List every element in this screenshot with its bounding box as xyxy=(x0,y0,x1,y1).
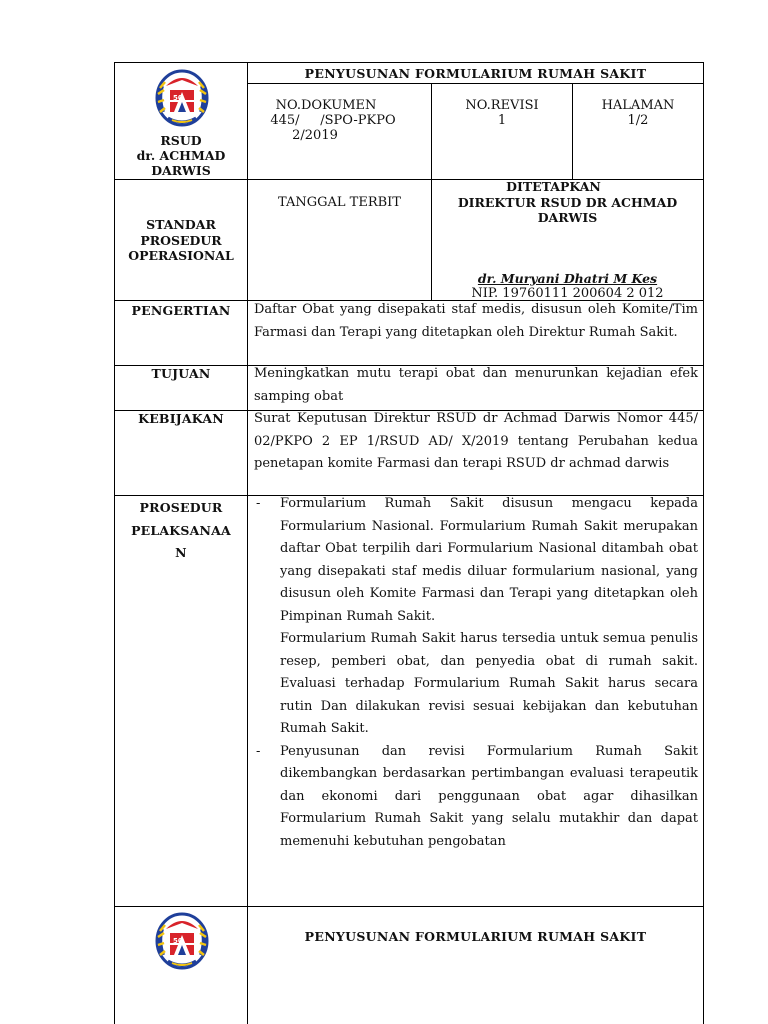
ditetapkan-line2: DIREKTUR RSUD DR ACHMAD xyxy=(457,194,678,210)
no-dokumen-line1: 445/ /SPO-PKPO xyxy=(270,113,396,128)
prosedur-item1-paragraph2: Formularium Rumah Sakit harus tersedia untuk semua penulis resep, pemberi obat, dan penyedia obat di rumah sakit. Evaluasi terhadap Formularium Rumah Sakit harus secara rutin Dan dilakukan revisi sesuai kebijakan dan kebutuhan Rumah Sakit. xyxy=(280,631,698,736)
no-dokumen-cell xyxy=(250,98,430,143)
bullet-dash: - xyxy=(256,743,261,759)
document-type-line1: STANDAR xyxy=(146,217,216,232)
prosedur-label-line1: PROSEDUR xyxy=(139,500,223,515)
tujuan-label: TUJUAN xyxy=(151,366,211,381)
kebijakan-label: KEBIJAKAN xyxy=(138,411,224,426)
prosedur-label-line3: N xyxy=(175,545,187,560)
document-type-line2: PROSEDUR xyxy=(140,232,222,248)
list-item xyxy=(254,493,698,741)
pengertian-label: PENGERTIAN xyxy=(131,303,231,318)
list-item xyxy=(254,741,698,854)
next-page-title: PENYUSUNAN FORMULARIUM RUMAH SAKIT xyxy=(304,929,647,944)
prosedur-item2-paragraph1: Penyusunan dan revisi Formularium Rumah Sakit dikembangkan berdasarkan pertimbangan evaluasi terapeutik dan ekonomi dari penggunaan obat agar dihasilkan Formularium Rumah Sakit yang selalu mutakhir dan dapat memenuhi kebutuhan pengobatan xyxy=(280,743,698,849)
tanggal-terbit-label: TANGGAL TERBIT xyxy=(278,195,401,210)
kebijakan-text: Surat Keputusan Direktur RSUD dr Achmad Darwis Nomor 445/ 02/PKPO 2 EP 1/RSUD AD/ X/2019 tentang Perubahan kedua penetapan komite Farmasi dan terapi RSUD dr achmad darwis xyxy=(254,411,698,471)
no-dokumen-label: NO.DOKUMEN xyxy=(275,98,377,113)
no-revisi-label: NO.REVISI xyxy=(465,98,539,113)
table-border-top xyxy=(114,62,704,63)
next-page-border-left xyxy=(114,906,115,1024)
logo-badge-text: 50 xyxy=(173,937,183,945)
hospital-logo xyxy=(154,911,210,973)
ditetapkan-line3: DARWIS xyxy=(537,210,598,225)
table-border-right xyxy=(703,62,704,907)
document-title: PENYUSUNAN FORMULARIUM RUMAH SAKIT xyxy=(304,66,647,81)
ditetapkan-line1: DITETAPKAN xyxy=(506,179,601,194)
document-type-line3: OPERASIONAL xyxy=(128,248,234,263)
hospital-logo xyxy=(154,68,210,130)
bullet-dash: - xyxy=(256,496,261,511)
prosedur-item1-paragraph1: Formularium Rumah Sakit disusun mengacu kepada Formularium Nasional. Formularium Rumah Sakit merupakan daftar Obat terpilih dari Formularium Nasional ditambah obat yang disepakati staf medis diluar formularium nasional, yang disusun oleh Komite Farmasi dan Terapi yang ditetapkan oleh Pimpinan Rumah Sakit. xyxy=(280,496,698,624)
tujuan-text: Meningkatkan mutu terapi obat dan menurunkan kejadian efek samping obat xyxy=(254,366,698,404)
next-page-column-divider xyxy=(247,906,248,1024)
hospital-name-line3: DARWIS xyxy=(151,163,211,178)
hospital-name-line1: RSUD xyxy=(160,133,202,148)
ditetapkan-block xyxy=(432,179,703,226)
no-dokumen-line2: 2/2019 xyxy=(292,128,338,143)
next-page-border-right xyxy=(703,906,704,1024)
prosedur-label xyxy=(115,497,247,565)
logo-badge-text: 50 xyxy=(173,94,183,102)
halaman-label: HALAMAN xyxy=(601,98,675,113)
halaman-cell xyxy=(573,98,703,128)
hospital-name-line2: dr. ACHMAD xyxy=(136,148,226,163)
signatory-name: dr. Muryani Dhatri M Kes xyxy=(477,271,658,286)
halaman-value: 1/2 xyxy=(627,113,649,128)
no-revisi-value: 1 xyxy=(497,113,507,128)
title-divider xyxy=(247,83,704,84)
prosedur-list xyxy=(254,493,698,853)
table-border-bottom xyxy=(114,906,704,907)
document-type xyxy=(115,217,247,264)
signatory-nip: NIP. 19760111 200604 2 012 xyxy=(471,286,664,301)
prosedur-label-line2: PELAKSANAA xyxy=(131,522,231,538)
pengertian-text: Daftar Obat yang disepakati staf medis, disusun oleh Komite/Tim Farmasi dan Terapi yang ditetapkan oleh Direktur Rumah Sakit. xyxy=(254,302,698,340)
no-revisi-cell xyxy=(432,98,572,128)
table-border-left xyxy=(114,62,115,907)
label-column-divider xyxy=(247,62,248,907)
